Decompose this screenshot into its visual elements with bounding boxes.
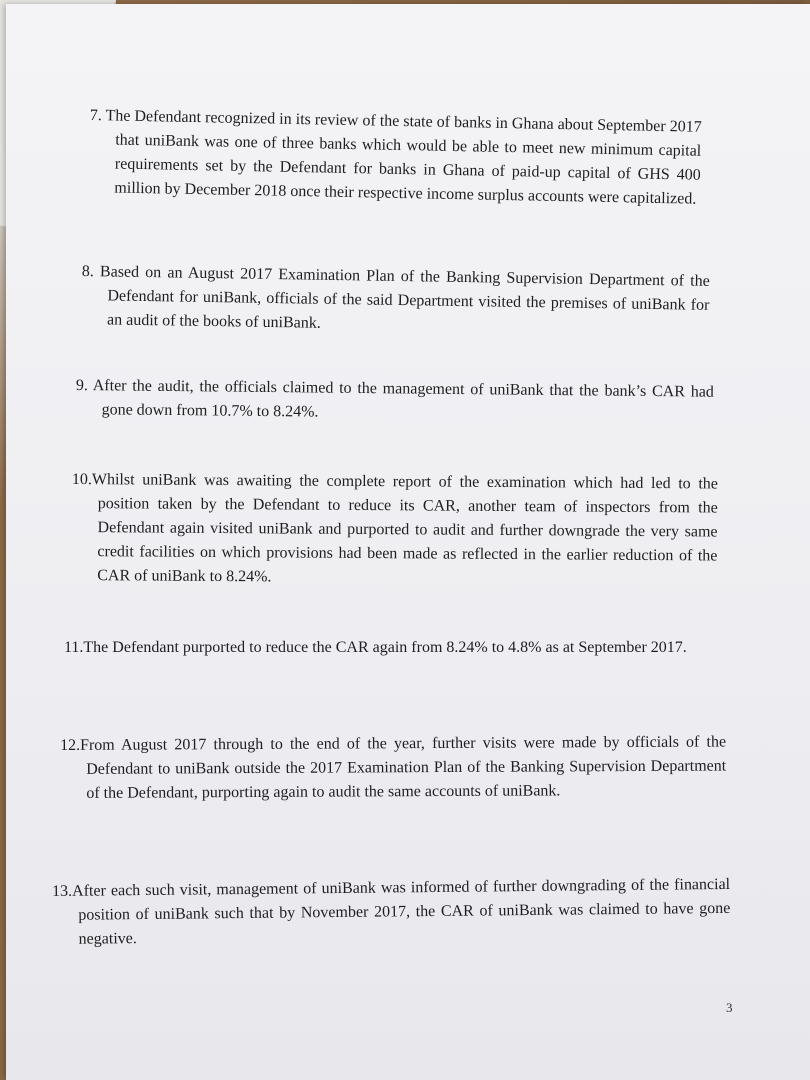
paragraph-text: Whilst uniBank was awaiting the complete report of the examination which had led to the position taken by the Defendant to reduce its CAR, another team of inspectors from the Defendant again visited uniBank and purported to audit and further downgrade the very same credit facilities on which provisions had been made as reflected in the earlier reduction of the CAR of uniBank to 8.24%. [91,471,718,586]
paragraph-9 [75,374,713,429]
paragraph-text: After each such visit, management of uniBank was informed of further downgrading of the financial position of uniBank such that by November 2017, the CAR of uniBank was claimed to have gone negative. [72,875,731,948]
paragraph-text: The Defendant recognized in its review of the state of banks in Ghana about September 2017 that uniBank was one of three banks which would be able to meet new minimum capital requirements set by the Defendant for banks in Ghana of paid-up capital of GHS 400 million by December 2018 once their respective income surplus accounts were capitalized. [105,107,702,208]
paragraph-number: 10. [71,470,92,489]
paragraph-11 [64,636,720,660]
paragraph-8 [81,260,710,342]
document-page [6,4,810,1080]
paragraph-text: Based on an August 2017 Examination Plan of the Banking Supervision Department of the Defendant for uniBank, officials of the said Department visited the premises of uniBank for an audit of the books of uniBank. [99,263,710,332]
paragraph-10 [71,468,718,593]
paragraph-text: From August 2017 through to the end of the year, further visits were made by officials of the Defendant to uniBank outside the 2017 Examination Plan of the Banking Supervision Department of the Defendant, purporting again to audit the same accounts of uniBank. [80,733,727,802]
page-number: 3 [726,1000,733,1015]
paragraph-text: The Defendant purported to reduce the CAR again from 8.24% to 4.8% as at September 2017. [83,639,687,656]
paragraph-number: 7. [89,106,102,125]
paragraph-number: 13. [52,882,73,900]
paragraph-number: 12. [60,736,81,754]
paragraph-12 [60,731,726,806]
paragraph-13 [52,873,731,952]
paragraph-number: 9. [75,376,88,395]
paragraph-number: 11. [64,639,84,656]
paragraph-7 [88,104,702,212]
page-content [6,4,810,1080]
paragraph-text: After the audit, the officials claimed to the management of uniBank that the bank’s CAR had gone down from 10.7% to 8.24%. [92,377,714,421]
paragraph-number: 8. [81,262,94,281]
